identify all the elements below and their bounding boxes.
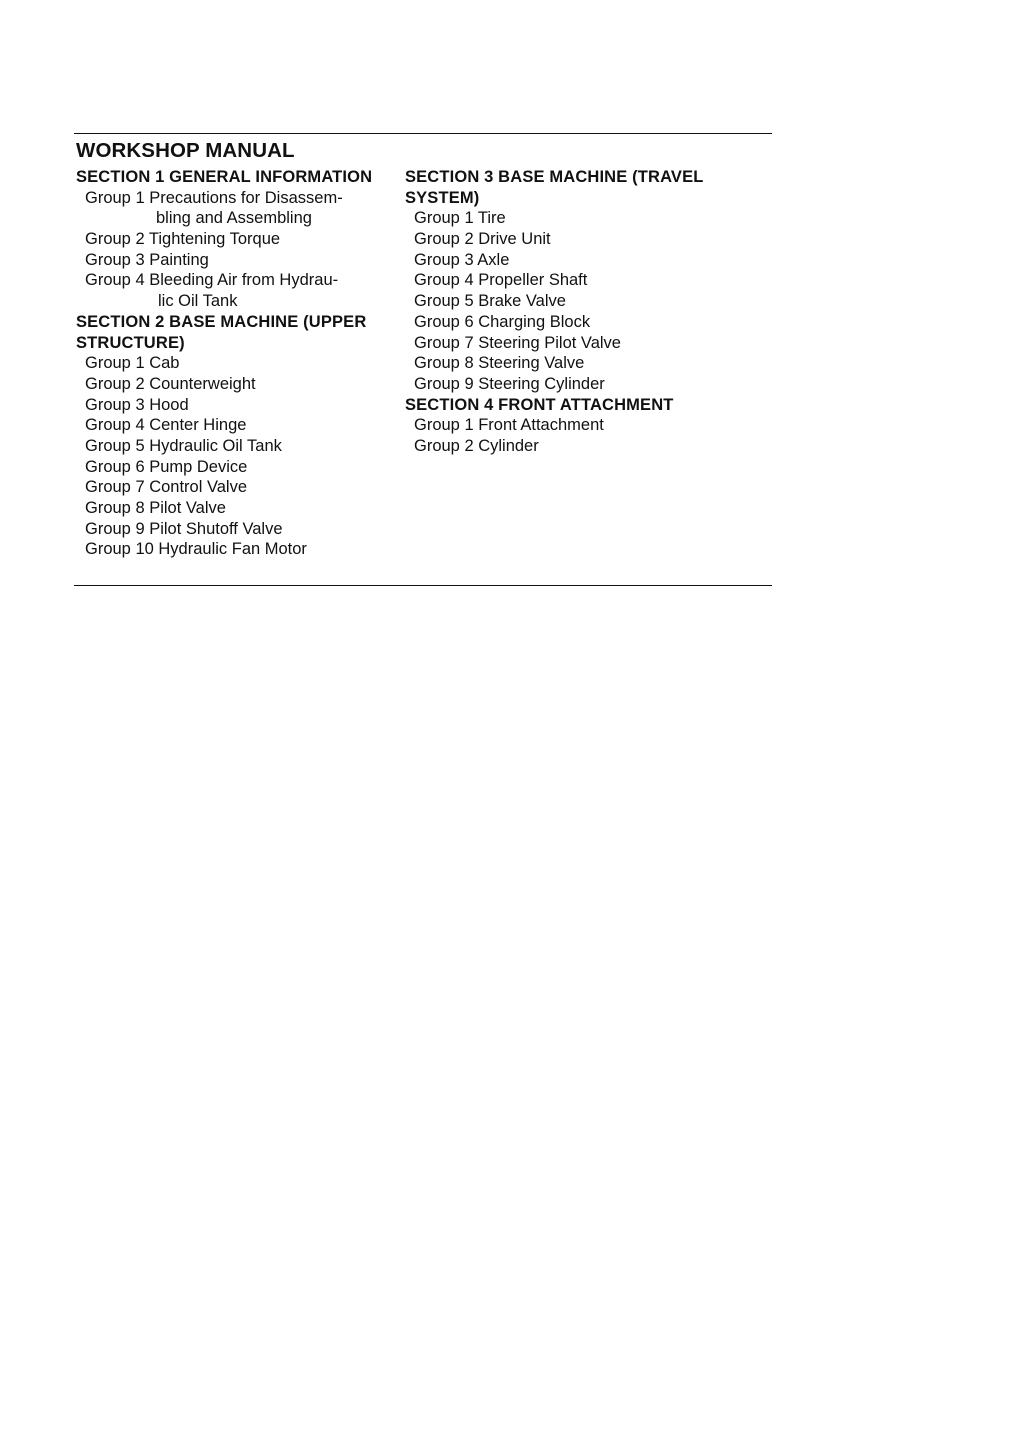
toc-left-column bbox=[76, 167, 406, 560]
group-entry: Group 4 Bleeding Air from Hydrau- bbox=[85, 271, 339, 290]
group-entry: Group 2 Drive Unit bbox=[414, 230, 551, 249]
group-entry: Group 2 Tightening Torque bbox=[85, 230, 281, 249]
group-entry: Group 4 Center Hinge bbox=[85, 416, 247, 435]
section-heading-continuation: STRUCTURE) bbox=[76, 333, 185, 352]
section-heading: SECTION 1 GENERAL INFORMATION bbox=[76, 168, 373, 186]
group-entry-continuation: bling and Assembling bbox=[156, 209, 312, 228]
section-heading: SECTION 3 BASE MACHINE (TRAVEL bbox=[405, 168, 704, 186]
group-entry: Group 4 Propeller Shaft bbox=[414, 271, 588, 290]
section-heading: SECTION 2 BASE MACHINE (UPPER bbox=[76, 312, 367, 331]
group-entry: Group 9 Steering Cylinder bbox=[414, 374, 605, 393]
bottom-rule bbox=[74, 585, 772, 586]
group-entry: Group 6 Pump Device bbox=[85, 457, 248, 476]
group-entry: Group 2 Counterweight bbox=[85, 374, 256, 393]
group-entry: Group 7 Control Valve bbox=[85, 478, 248, 497]
manual-title: WORKSHOP MANUAL bbox=[76, 139, 295, 162]
group-entry: Group 8 Steering Valve bbox=[414, 354, 585, 373]
group-entry: Group 3 Painting bbox=[85, 250, 209, 269]
group-entry: Group 5 Hydraulic Oil Tank bbox=[85, 436, 282, 455]
group-entry: Group 9 Pilot Shutoff Valve bbox=[85, 519, 283, 538]
group-entry-continuation: lic Oil Tank bbox=[158, 292, 238, 311]
group-entry: Group 5 Brake Valve bbox=[414, 292, 566, 311]
group-entry: Group 8 Pilot Valve bbox=[85, 499, 226, 517]
group-entry: Group 1 Precautions for Disassem- bbox=[85, 188, 343, 207]
group-entry: Group 10 Hydraulic Fan Motor bbox=[85, 540, 307, 559]
top-rule bbox=[74, 133, 772, 134]
section-heading: SECTION 4 FRONT ATTACHMENT bbox=[405, 395, 674, 414]
group-entry: Group 1 Tire bbox=[414, 209, 506, 228]
group-entry: Group 6 Charging Block bbox=[414, 312, 591, 331]
toc-right-column bbox=[405, 167, 735, 457]
group-entry: Group 7 Steering Pilot Valve bbox=[414, 333, 621, 352]
group-entry: Group 1 Front Attachment bbox=[414, 416, 604, 435]
group-entry: Group 1 Cab bbox=[85, 354, 180, 373]
section-heading-continuation: SYSTEM) bbox=[405, 188, 480, 207]
group-entry: Group 3 Hood bbox=[85, 395, 189, 414]
group-entry: Group 3 Axle bbox=[414, 250, 510, 269]
group-entry: Group 2 Cylinder bbox=[414, 436, 539, 455]
